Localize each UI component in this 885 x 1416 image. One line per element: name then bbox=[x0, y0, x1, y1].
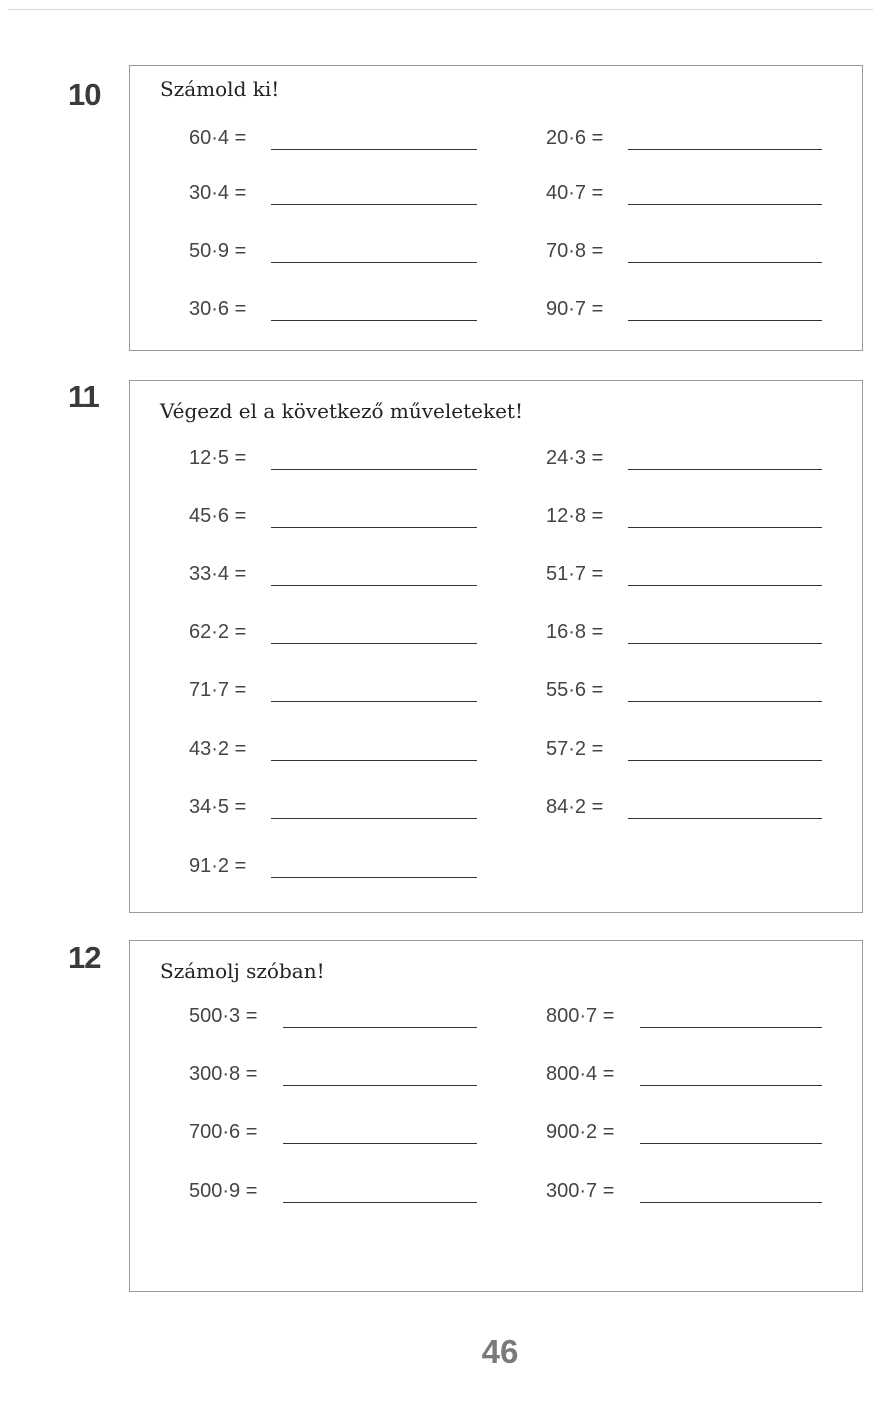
problem-10-f bbox=[546, 233, 826, 263]
problem-12-h bbox=[546, 1173, 826, 1203]
problem-10-a bbox=[189, 120, 479, 150]
answer-line[interactable] bbox=[640, 1143, 822, 1144]
problem-expression: 90·7 = bbox=[546, 298, 604, 320]
problem-11-h bbox=[546, 614, 826, 644]
problem-expression: 900·2 = bbox=[546, 1121, 615, 1143]
answer-line[interactable] bbox=[271, 760, 477, 761]
answer-line[interactable] bbox=[271, 585, 477, 586]
problem-11-d bbox=[546, 498, 826, 528]
problem-expression: 55·6 = bbox=[546, 679, 604, 701]
exercise-number-11: 11 bbox=[68, 379, 99, 414]
problem-expression: 43·2 = bbox=[189, 738, 247, 760]
problem-10-g bbox=[189, 291, 479, 321]
problem-11-b bbox=[546, 440, 826, 470]
exercise-instruction-10: Számold ki! bbox=[160, 77, 280, 101]
problem-expression: 30·6 = bbox=[189, 298, 247, 320]
problem-expression: 20·6 = bbox=[546, 127, 604, 149]
problem-11-n bbox=[546, 789, 826, 819]
problem-10-d bbox=[546, 175, 826, 205]
problem-11-a bbox=[189, 440, 479, 470]
problem-11-j bbox=[546, 672, 826, 702]
problem-expression: 60·4 = bbox=[189, 127, 247, 149]
answer-line[interactable] bbox=[628, 760, 822, 761]
answer-line[interactable] bbox=[628, 643, 822, 644]
answer-line[interactable] bbox=[271, 818, 477, 819]
problem-expression: 800·7 = bbox=[546, 1005, 615, 1027]
problem-11-o bbox=[189, 848, 479, 878]
top-divider bbox=[8, 9, 873, 10]
problem-11-g bbox=[189, 614, 479, 644]
problem-expression: 40·7 = bbox=[546, 182, 604, 204]
answer-line[interactable] bbox=[628, 469, 822, 470]
problem-expression: 24·3 = bbox=[546, 447, 604, 469]
exercise-number-10: 10 bbox=[68, 77, 101, 112]
problem-11-c bbox=[189, 498, 479, 528]
answer-line[interactable] bbox=[628, 204, 822, 205]
exercise-instruction-11: Végezd el a következő műveleteket! bbox=[160, 399, 523, 423]
problem-10-c bbox=[189, 175, 479, 205]
problem-expression: 33·4 = bbox=[189, 563, 247, 585]
answer-line[interactable] bbox=[640, 1027, 822, 1028]
problem-expression: 800·4 = bbox=[546, 1063, 615, 1085]
page-number: 46 bbox=[481, 1333, 519, 1370]
problem-12-d bbox=[546, 1056, 826, 1086]
problem-expression: 70·8 = bbox=[546, 240, 604, 262]
problem-expression: 16·8 = bbox=[546, 621, 604, 643]
answer-line[interactable] bbox=[628, 701, 822, 702]
problem-11-l bbox=[546, 731, 826, 761]
problem-11-i bbox=[189, 672, 479, 702]
problem-expression: 91·2 = bbox=[189, 855, 247, 877]
answer-line[interactable] bbox=[283, 1027, 477, 1028]
problem-expression: 300·7 = bbox=[546, 1180, 615, 1202]
problem-expression: 71·7 = bbox=[189, 679, 247, 701]
problem-12-c bbox=[189, 1056, 479, 1086]
answer-line[interactable] bbox=[271, 149, 477, 150]
problem-11-f bbox=[546, 556, 826, 586]
answer-line[interactable] bbox=[640, 1202, 822, 1203]
problem-expression: 300·8 = bbox=[189, 1063, 258, 1085]
problem-expression: 34·5 = bbox=[189, 796, 247, 818]
answer-line[interactable] bbox=[628, 527, 822, 528]
problem-12-b bbox=[546, 998, 826, 1028]
answer-line[interactable] bbox=[271, 204, 477, 205]
answer-line[interactable] bbox=[271, 469, 477, 470]
problem-expression: 62·2 = bbox=[189, 621, 247, 643]
answer-line[interactable] bbox=[271, 527, 477, 528]
problem-12-a bbox=[189, 998, 479, 1028]
answer-line[interactable] bbox=[283, 1143, 477, 1144]
answer-line[interactable] bbox=[628, 149, 822, 150]
answer-line[interactable] bbox=[628, 262, 822, 263]
answer-line[interactable] bbox=[283, 1085, 477, 1086]
problem-expression: 45·6 = bbox=[189, 505, 247, 527]
problem-12-f bbox=[546, 1114, 826, 1144]
problem-expression: 57·2 = bbox=[546, 738, 604, 760]
problem-expression: 50·9 = bbox=[189, 240, 247, 262]
answer-line[interactable] bbox=[271, 320, 477, 321]
problem-11-e bbox=[189, 556, 479, 586]
problem-expression: 500·9 = bbox=[189, 1180, 258, 1202]
answer-line[interactable] bbox=[640, 1085, 822, 1086]
problem-11-k bbox=[189, 731, 479, 761]
problem-11-m bbox=[189, 789, 479, 819]
exercise-number-12: 12 bbox=[68, 940, 101, 975]
problem-expression: 51·7 = bbox=[546, 563, 604, 585]
answer-line[interactable] bbox=[271, 262, 477, 263]
problem-expression: 84·2 = bbox=[546, 796, 604, 818]
answer-line[interactable] bbox=[271, 877, 477, 878]
problem-expression: 30·4 = bbox=[189, 182, 247, 204]
problem-10-h bbox=[546, 291, 826, 321]
problem-expression: 12·8 = bbox=[546, 505, 604, 527]
problem-expression: 12·5 = bbox=[189, 447, 247, 469]
exercise-instruction-12: Számolj szóban! bbox=[160, 959, 325, 983]
problem-12-g bbox=[189, 1173, 479, 1203]
answer-line[interactable] bbox=[628, 818, 822, 819]
answer-line[interactable] bbox=[271, 643, 477, 644]
answer-line[interactable] bbox=[283, 1202, 477, 1203]
problem-12-e bbox=[189, 1114, 479, 1144]
problem-expression: 700·6 = bbox=[189, 1121, 258, 1143]
answer-line[interactable] bbox=[271, 701, 477, 702]
problem-expression: 500·3 = bbox=[189, 1005, 258, 1027]
answer-line[interactable] bbox=[628, 585, 822, 586]
answer-line[interactable] bbox=[628, 320, 822, 321]
problem-10-b bbox=[546, 120, 826, 150]
problem-10-e bbox=[189, 233, 479, 263]
